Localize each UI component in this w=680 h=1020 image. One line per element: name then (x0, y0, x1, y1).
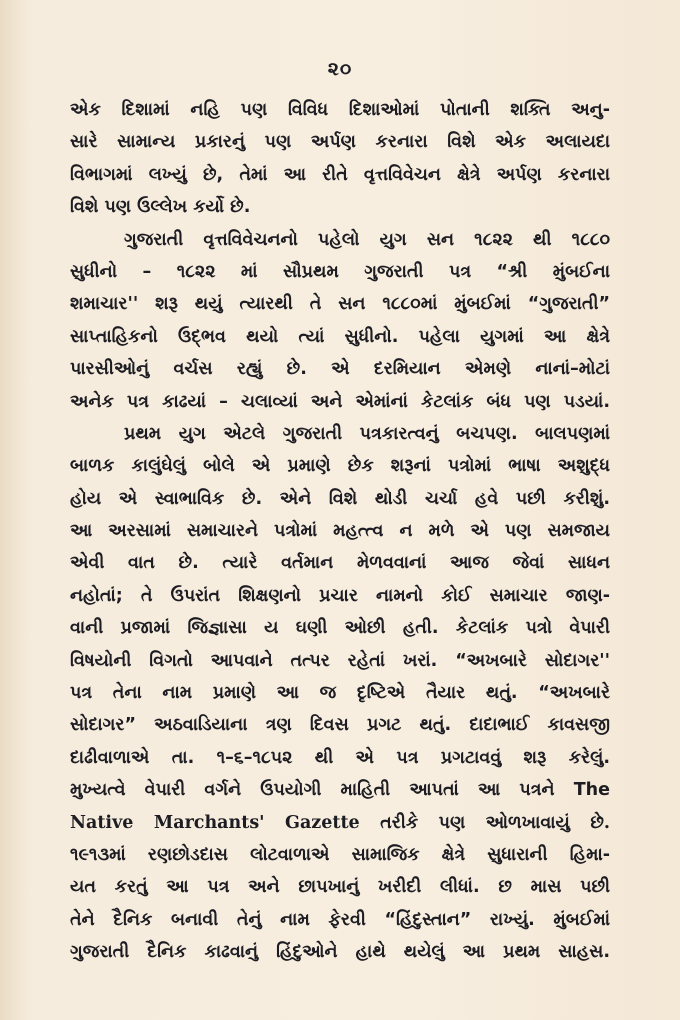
text-line: યત કરતું આ પત્ર અને છાપખાનું ખરીદી લીધાં. છ માસ પછી (70, 877, 610, 898)
text-line: ૧૯૧૩માં રણછોડદાસ લોટવાળાએ સામાજિક ક્ષેત્રે સુધારાની હિમા- (70, 844, 610, 865)
paragraph-2 (70, 224, 610, 418)
body-text (70, 94, 610, 969)
text-line: મુખ્યત્વે વેપારી વર્ગને ઉપયોગી માહિતી આપતાં આ પત્રને The (70, 780, 610, 801)
text-line: એક દિશામાં નહિ પણ વિવિધ દિશાઓમાં પોતાની શક્તિ અનુ- (70, 100, 610, 120)
text-line: પત્ર તેના નામ પ્રમાણે આ જ દૃષ્ટિએ તૈયાર થતું. “અખબારે (70, 683, 610, 704)
text-line: ગુજરાતી વૃત્તવિવેચનનો પહેલો યુગ સન ૧૮૨૨ થી ૧૮૮૦ (124, 229, 610, 250)
text-line: દાઢીવાળાએ તા. ૧–૬–૧૮૫૨ થી એ પત્ર પ્રગટાવવું શરૂ કરેલું. (70, 747, 610, 768)
text-line: વિશે પણ ઉલ્લેખ કર્યો છે. (70, 197, 251, 218)
text-line: વિષયોની વિગતો આપવાને તત્પર રહેતાં ખરાં. “અખબારે સોદાગર'' (70, 650, 610, 671)
text-line: અનેક પત્ર કાઢયાં – ચલાવ્યાં અને એમાંનાં કેટલાંક બંધ પણ પડયાં. (70, 391, 610, 412)
page-number: ૨૦ (327, 58, 353, 80)
paragraph-1 (70, 94, 610, 224)
text-line: પ્રથમ યુગ એટલે ગુજરાતી પત્રકારત્વનું બચપણ. બાલપણમાં (124, 423, 610, 444)
text-line: Native Marchants' Gazette તરીકે પણ ઓળખાવાયું છે. (70, 812, 610, 833)
text-line: સુધીનો – ૧૮૨૨ માં સૌપ્રથમ ગુજરાતી પત્ર “શ્રી મુંબઈના (70, 261, 610, 282)
text-line: હોય એ સ્વાભાવિક છે. એને વિશે થોડી ચર્ચા હવે પછી કરીશું. (70, 488, 610, 509)
text-line: વિભાગમાં લખ્યું છે, તેમાં આ રીતે વૃત્તવિવેચન ક્ષેત્રે અર્પણ કરનારા (70, 164, 610, 185)
text-line: આ અરસામાં સમાચારને પત્રોમાં મહત્ત્વ ન મળે એ પણ સમજાય (70, 521, 610, 542)
text-line: નહોતાં; તે ઉપરાંત શિક્ષણનો પ્રચાર નામનો કોઈ સમાચાર જાણ- (70, 585, 610, 606)
text-line: એવી વાત છે. ત્યારે વર્તમાન મેળવવાનાં આજ જેવાં સાધન (70, 553, 610, 574)
text-line: બાળક કાલુંઘેલું બોલે એ પ્રમાણે છેક શરૂનાં પત્રોમાં ભાષા અશુદ્ધ (70, 456, 610, 477)
text-line: સારે સામાન્ય પ્રકારનું પણ અર્પણ કરનારા વિશે એક અલાયદા (70, 132, 610, 153)
text-line: વાની પ્રજામાં જિજ્ઞાસા ય ઘણી ઓછી હતી. કેટલાંક પત્રો વેપારી (70, 618, 610, 639)
text-line: પારસીઓનું વર્ચસ રહ્યું છે. એ દરમિયાન એમણે નાનાં–મોટાં (70, 359, 610, 380)
text-line: શમાચાર'' શરૂ થયું ત્યારથી તે સન ૧૮૮૦માં મુંબઈમાં “ગુજરાતી” (70, 294, 610, 315)
text-line: સાપ્તાહિકનો ઉદ્ભવ થયો ત્યાં સુધીનો. પહેલા યુગમાં આ ક્ષેત્રે (70, 326, 610, 347)
text-line: સોદાગર” અઠવાડિયાના ત્રણ દિવસ પ્રગટ થતું. દાદાભાઈ કાવસજી (70, 715, 610, 736)
text-line: ગુજરાતી દૈનિક કાઢવાનું હિંદુઓને હાથે થયેલું આ પ્રથમ સાહસ. (70, 942, 610, 963)
text-line: તેને દૈનિક બનાવી તેનું નામ ફેરવી “હિંદુસ્તાન” રાખ્યું. મુંબઈમાં (70, 909, 610, 930)
paragraph-3 (70, 418, 610, 969)
